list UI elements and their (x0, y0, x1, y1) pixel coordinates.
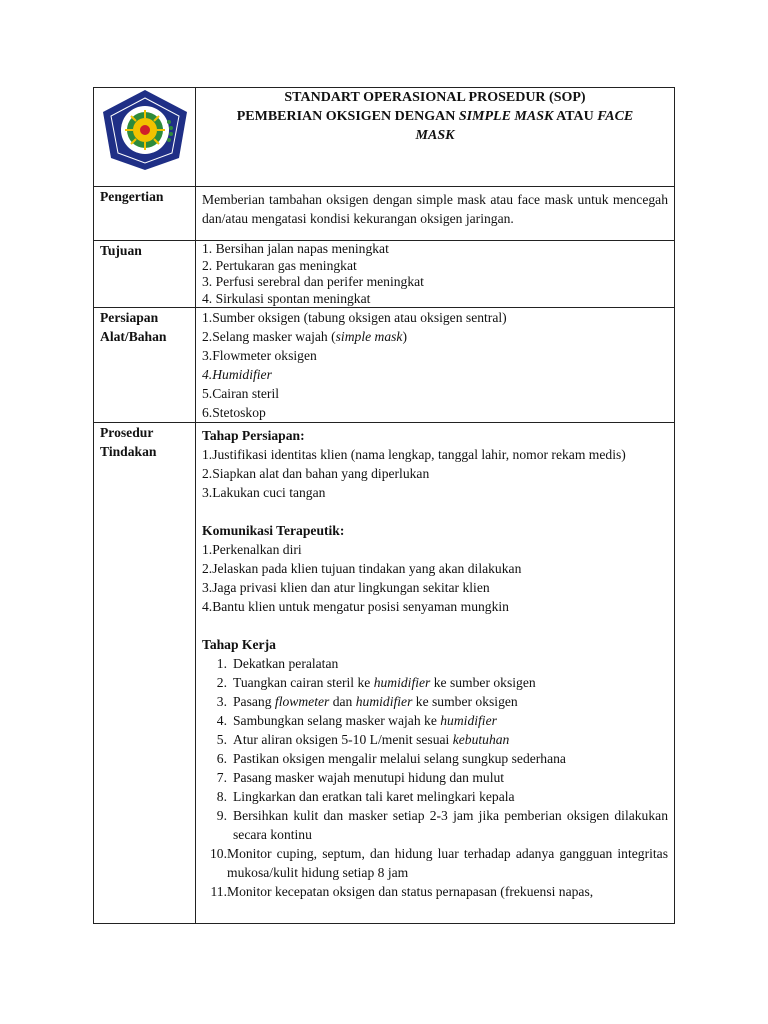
title-mask: MASK (415, 128, 455, 143)
kerja-step: 2. Tuangkan cairan steril ke humidifier ke sumber oksigen (216, 675, 536, 690)
title-cell (196, 88, 675, 187)
alat-item: 4. Humidifier (202, 367, 272, 382)
title-line-3 (202, 126, 668, 145)
pengertian-row (94, 187, 675, 241)
tahap-persiapan-heading: Tahap Persiapan: (202, 428, 305, 443)
alat-item: 3. Flowmeter oksigen (202, 348, 317, 363)
kerja-step: 1. Dekatkan peralatan (216, 656, 339, 671)
university-logo-emblem (99, 88, 191, 172)
komunikasi-heading: Komunikasi Terapeutik: (202, 523, 345, 538)
title-line-2 (202, 107, 668, 126)
prosedur-label-line-2: Tindakan (100, 444, 157, 459)
persiapan-step: 3. Lakukan cuci tangan (202, 485, 326, 500)
tujuan-item: 4. Sirkulasi spontan meningkat (202, 290, 371, 306)
tahap-kerja-list (202, 654, 668, 901)
persiapan-row (94, 308, 675, 423)
alat-item: 6. Stetoskop (202, 405, 266, 420)
sop-table (93, 87, 675, 924)
title-line-2-prefix: PEMBERIAN OKSIGEN DENGAN (236, 109, 459, 124)
persiapan-label (94, 308, 196, 423)
title-line-1: STANDART OPERASIONAL PROSEDUR (SOP) (284, 90, 586, 105)
tahap-persiapan-list (202, 445, 668, 502)
logo-cell (94, 88, 196, 187)
persiapan-step: 2. Siapkan alat dan bahan yang diperlukan (202, 466, 430, 481)
komunikasi-step: 3. Jaga privasi klien dan atur lingkungan sekitar klien (202, 580, 490, 595)
prosedur-label (94, 423, 196, 924)
title-simple-mask: SIMPLE MASK (458, 109, 554, 124)
pengertian-text: Memberian tambahan oksigen dengan simple mask atau face mask untuk mencegah dan/atau mengatasi kondisi kekurangan oksigen jaringan. (196, 187, 675, 241)
title-face: FACE (597, 109, 634, 124)
persiapan-label-line-1: Persiapan (100, 310, 159, 325)
kerja-step: 3. Pasang flowmeter dan humidifier ke sumber oksigen (216, 694, 518, 709)
title-line-2-mid: ATAU (553, 109, 598, 124)
alat-item: 1. Sumber oksigen (tabung oksigen atau oksigen sentral) (202, 310, 507, 325)
kerja-step: 4. Sambungkan selang masker wajah ke humidifier (216, 713, 497, 728)
komunikasi-step: 1. Perkenalkan diri (202, 542, 302, 557)
komunikasi-list (202, 540, 668, 616)
kerja-step: 10. Monitor cuping, septum, dan hidung luar terhadap adanya gangguan integritas mukosa/kulit hidung setiap 8 jam (210, 846, 668, 880)
kerja-step: 9. Bersihkan kulit dan masker setiap 2-3 jam jika pemberian oksigen dilakukan secara kontinu (216, 808, 668, 842)
kerja-step: 11. Monitor kecepatan oksigen dan status pernapasan (frekuensi napas, (210, 884, 594, 899)
tujuan-item: 3. Perfusi serebral dan perifer meningkat (202, 274, 424, 289)
pengertian-label: Pengertian (94, 187, 196, 241)
tujuan-item: 2. Pertukaran gas meningkat (202, 257, 357, 273)
alat-item: 2. Selang masker wajah (simple mask) (202, 329, 407, 344)
persiapan-list (196, 308, 675, 423)
kerja-step: 6. Pastikan oksigen mengalir melalui selang sungkup sederhana (216, 751, 566, 766)
prosedur-label-line-1: Prosedur (100, 425, 154, 440)
kerja-step: 5. Atur aliran oksigen 5-10 L/menit sesuai kebutuhan (216, 732, 510, 747)
komunikasi-step: 4. Bantu klien untuk mengatur posisi senyaman mungkin (202, 599, 509, 614)
prosedur-row (94, 423, 675, 924)
kerja-step: 8. Lingkarkan dan eratkan tali karet melingkari kepala (216, 789, 515, 804)
tujuan-label: Tujuan (94, 241, 196, 308)
prosedur-content (196, 423, 675, 924)
tujuan-item: 1. Bersihan jalan napas meningkat (202, 241, 389, 256)
header-row (94, 88, 675, 187)
kerja-step: 7. Pasang masker wajah menutupi hidung dan mulut (216, 770, 505, 785)
persiapan-label-line-2: Alat/Bahan (100, 329, 167, 344)
tujuan-row (94, 241, 675, 308)
komunikasi-step: 2. Jelaskan pada klien tujuan tindakan yang akan dilakukan (202, 561, 522, 576)
tujuan-list (196, 241, 675, 308)
alat-item: 5. Cairan steril (202, 386, 280, 401)
persiapan-step: 1. Justifikasi identitas klien (nama lengkap, tanggal lahir, nomor rekam medis) (202, 447, 626, 462)
university-logo (94, 88, 195, 172)
tahap-kerja-heading: Tahap Kerja (202, 637, 276, 652)
